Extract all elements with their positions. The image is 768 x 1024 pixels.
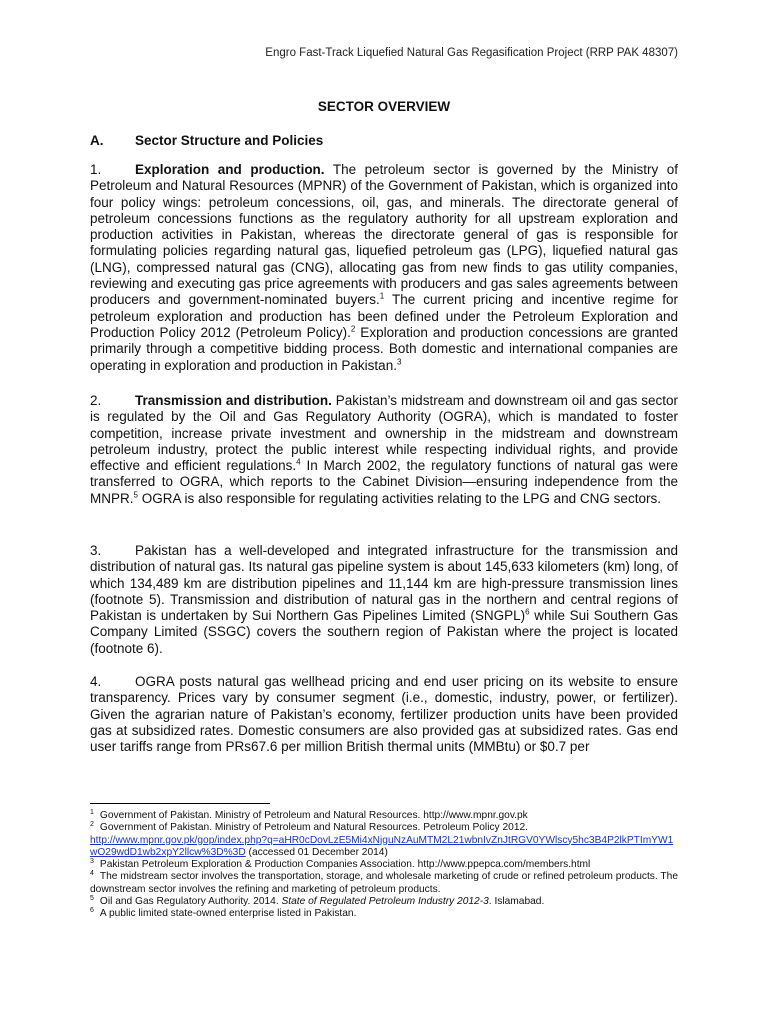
section-heading <box>90 133 323 148</box>
section-letter: A. <box>90 133 104 148</box>
footnote-number: 1 <box>90 808 94 816</box>
footnote-text: . Islamabad. <box>488 896 545 908</box>
paragraph-1 <box>90 162 678 374</box>
footnote-3 <box>90 859 678 871</box>
paragraph-3 <box>90 543 678 657</box>
footnote-text: Government of Pakistan. Ministry of Petroleum and Natural Resources. Petroleum Policy 2012. <box>99 822 528 834</box>
footnote-1 <box>90 810 678 822</box>
paragraph-text: while Sui Southern Gas Company Limited (SSGC) covers the southern region of Pakistan where the project is located (footnote 6). <box>90 608 678 656</box>
footnote-ref-2[interactable]: 2 <box>350 324 356 334</box>
paragraph-2 <box>90 393 678 507</box>
footnote-ref-6[interactable]: 6 <box>525 607 530 617</box>
section-title: Sector Structure and Policies <box>135 133 324 148</box>
running-header: Engro Fast-Track Liquefied Natural Gas Regasification Project (RRP PAK 48307) <box>265 47 678 59</box>
footnote-5 <box>90 896 678 908</box>
footnote-2 <box>90 822 678 859</box>
footnote-ref-4[interactable]: 4 <box>296 457 301 467</box>
paragraph-text: Pakistan has a well-developed and integrated infrastructure for the transmission and distribution of natural gas. Its natural gas pipeline system is about 145,633 kilometers (km) long, of which 134,489 km are distribution pipelines and 11,144 km are high-pressure transmission lines (footnote 5). Transmission and distribution of natural gas in the northern and central regions of Pakistan is undertaken by Sui Northern Gas Pipelines Limited (SNGPL) <box>90 543 678 624</box>
footnote-italic-title: State of Regulated Petroleum Industry 2012-3 <box>281 896 489 908</box>
footnote-text: (accessed 01 December 2014) <box>245 846 388 858</box>
page-title: SECTOR OVERVIEW <box>317 99 451 114</box>
paragraph-text: OGRA is also responsible for regulating activities relating to the LPG and CNG sectors. <box>137 490 661 506</box>
paragraph-text: Exploration and production concessions are granted primarily through a competitive bidding process. Both domestic and international companies are operating in exploration and production in Pakistan. <box>90 324 678 373</box>
paragraph-text: The current pricing and incentive regime for petroleum exploration and production has been defined under the Petroleum Exploration and Production Policy 2012 (Petroleum Policy). <box>90 292 678 340</box>
footnotes <box>90 810 678 921</box>
paragraph-text: Pakistan’s midstream and downstream oil and gas sector is regulated by the Oil and Gas Regulatory Authority (OGRA), which is mandated to foster competition, increase private investment and ownership in the midstream and downstream petroleum industry, protect the public interest while respecting individual rights, and provide effective and efficient regulations. <box>90 393 678 474</box>
footnote-text: Government of Pakistan. Ministry of Petroleum and Natural Resources. http://www.mpnr.gov.pk <box>99 810 528 821</box>
footnote-link[interactable]: http://www.mpnr.gov.pk/gop/index.php?q=aHR0cDovLzE5Mi4xNjguNzAuMTM2L21wbnIvZnJtRGV0YWlscy5hc3B4P2lkPTImYW1wO29wdD1wb2xpY2llcw%3D%3D <box>90 834 674 858</box>
paragraph-lead: Transmission and distribution. <box>135 393 332 408</box>
paragraph-4 <box>90 674 678 755</box>
paragraph-text: In March 2002, the regulatory functions of natural gas were transferred to OGRA, which reports to the Cabinet Division—ensuring independence from the MNPR. <box>90 458 679 506</box>
footnote-text: The midstream sector involves the transportation, storage, and wholesale marketing of crude or refined petroleum products. The downstream sector involves the refining and marketing of petroleum products. <box>90 871 678 895</box>
paragraph-number: 4. <box>90 674 102 689</box>
paragraph-text: The petroleum sector is governed by the Ministry of Petroleum and Natural Resources (MPNR) of the Government of Pakistan, which is organized into four policy wings: petroleum concessions, oil, gas, and minerals. The directorate general of petroleum concessions functions as the regulatory authority for all upstream exploration and production activities in Pakistan, whereas the directorate general of gas is responsible for formulating policies regarding natural gas, liquefied petroleum gas (LPG), liquefied natural gas (LNG), compressed natural gas (CNG), allocating gas from new finds to gas utility companies, reviewing and executing gas price agreements with producers and gas sales agreements between producers and government-nominated buyers. <box>90 162 678 308</box>
footnote-number: 4 <box>90 870 94 878</box>
paragraph-number: 1. <box>90 162 102 177</box>
footnote-ref-1[interactable]: 1 <box>379 291 385 301</box>
paragraph-number: 2. <box>90 393 102 408</box>
paragraph-text: OGRA posts natural gas wellhead pricing and end user pricing on its website to ensure transparency. Prices vary by consumer segment (i.e., domestic, industry, power, or fertilizer). Given the agrarian nature of Pakistan’s economy, fertilizer production units have been provided gas at subsidized rates. Domestic consumers are also provided gas at subsidized rates. Gas end user tariffs range from PRs67.6 per million British thermal units (MMBtu) or $0.7 per <box>90 674 678 755</box>
footnote-ref-3[interactable]: 3 <box>396 357 402 367</box>
paragraph-number: 3. <box>90 543 102 558</box>
footnote-number: 6 <box>90 906 94 914</box>
footnote-text: Pakistan Petroleum Exploration & Production Companies Association. http://www.ppepca.com/members.html <box>99 859 591 871</box>
footnote-number: 5 <box>90 894 94 902</box>
footnote-4 <box>90 871 678 896</box>
footnote-number: 3 <box>90 857 94 865</box>
footnote-separator <box>90 803 270 804</box>
footnote-number: 2 <box>90 820 94 828</box>
footnote-ref-5[interactable]: 5 <box>133 490 138 500</box>
footnote-text: A public limited state-owned enterprise listed in Pakistan. <box>99 908 357 920</box>
paragraph-lead: Exploration and production. <box>135 162 325 177</box>
footnote-6 <box>90 908 678 920</box>
footnote-text: Oil and Gas Regulatory Authority. 2014. <box>99 896 282 908</box>
